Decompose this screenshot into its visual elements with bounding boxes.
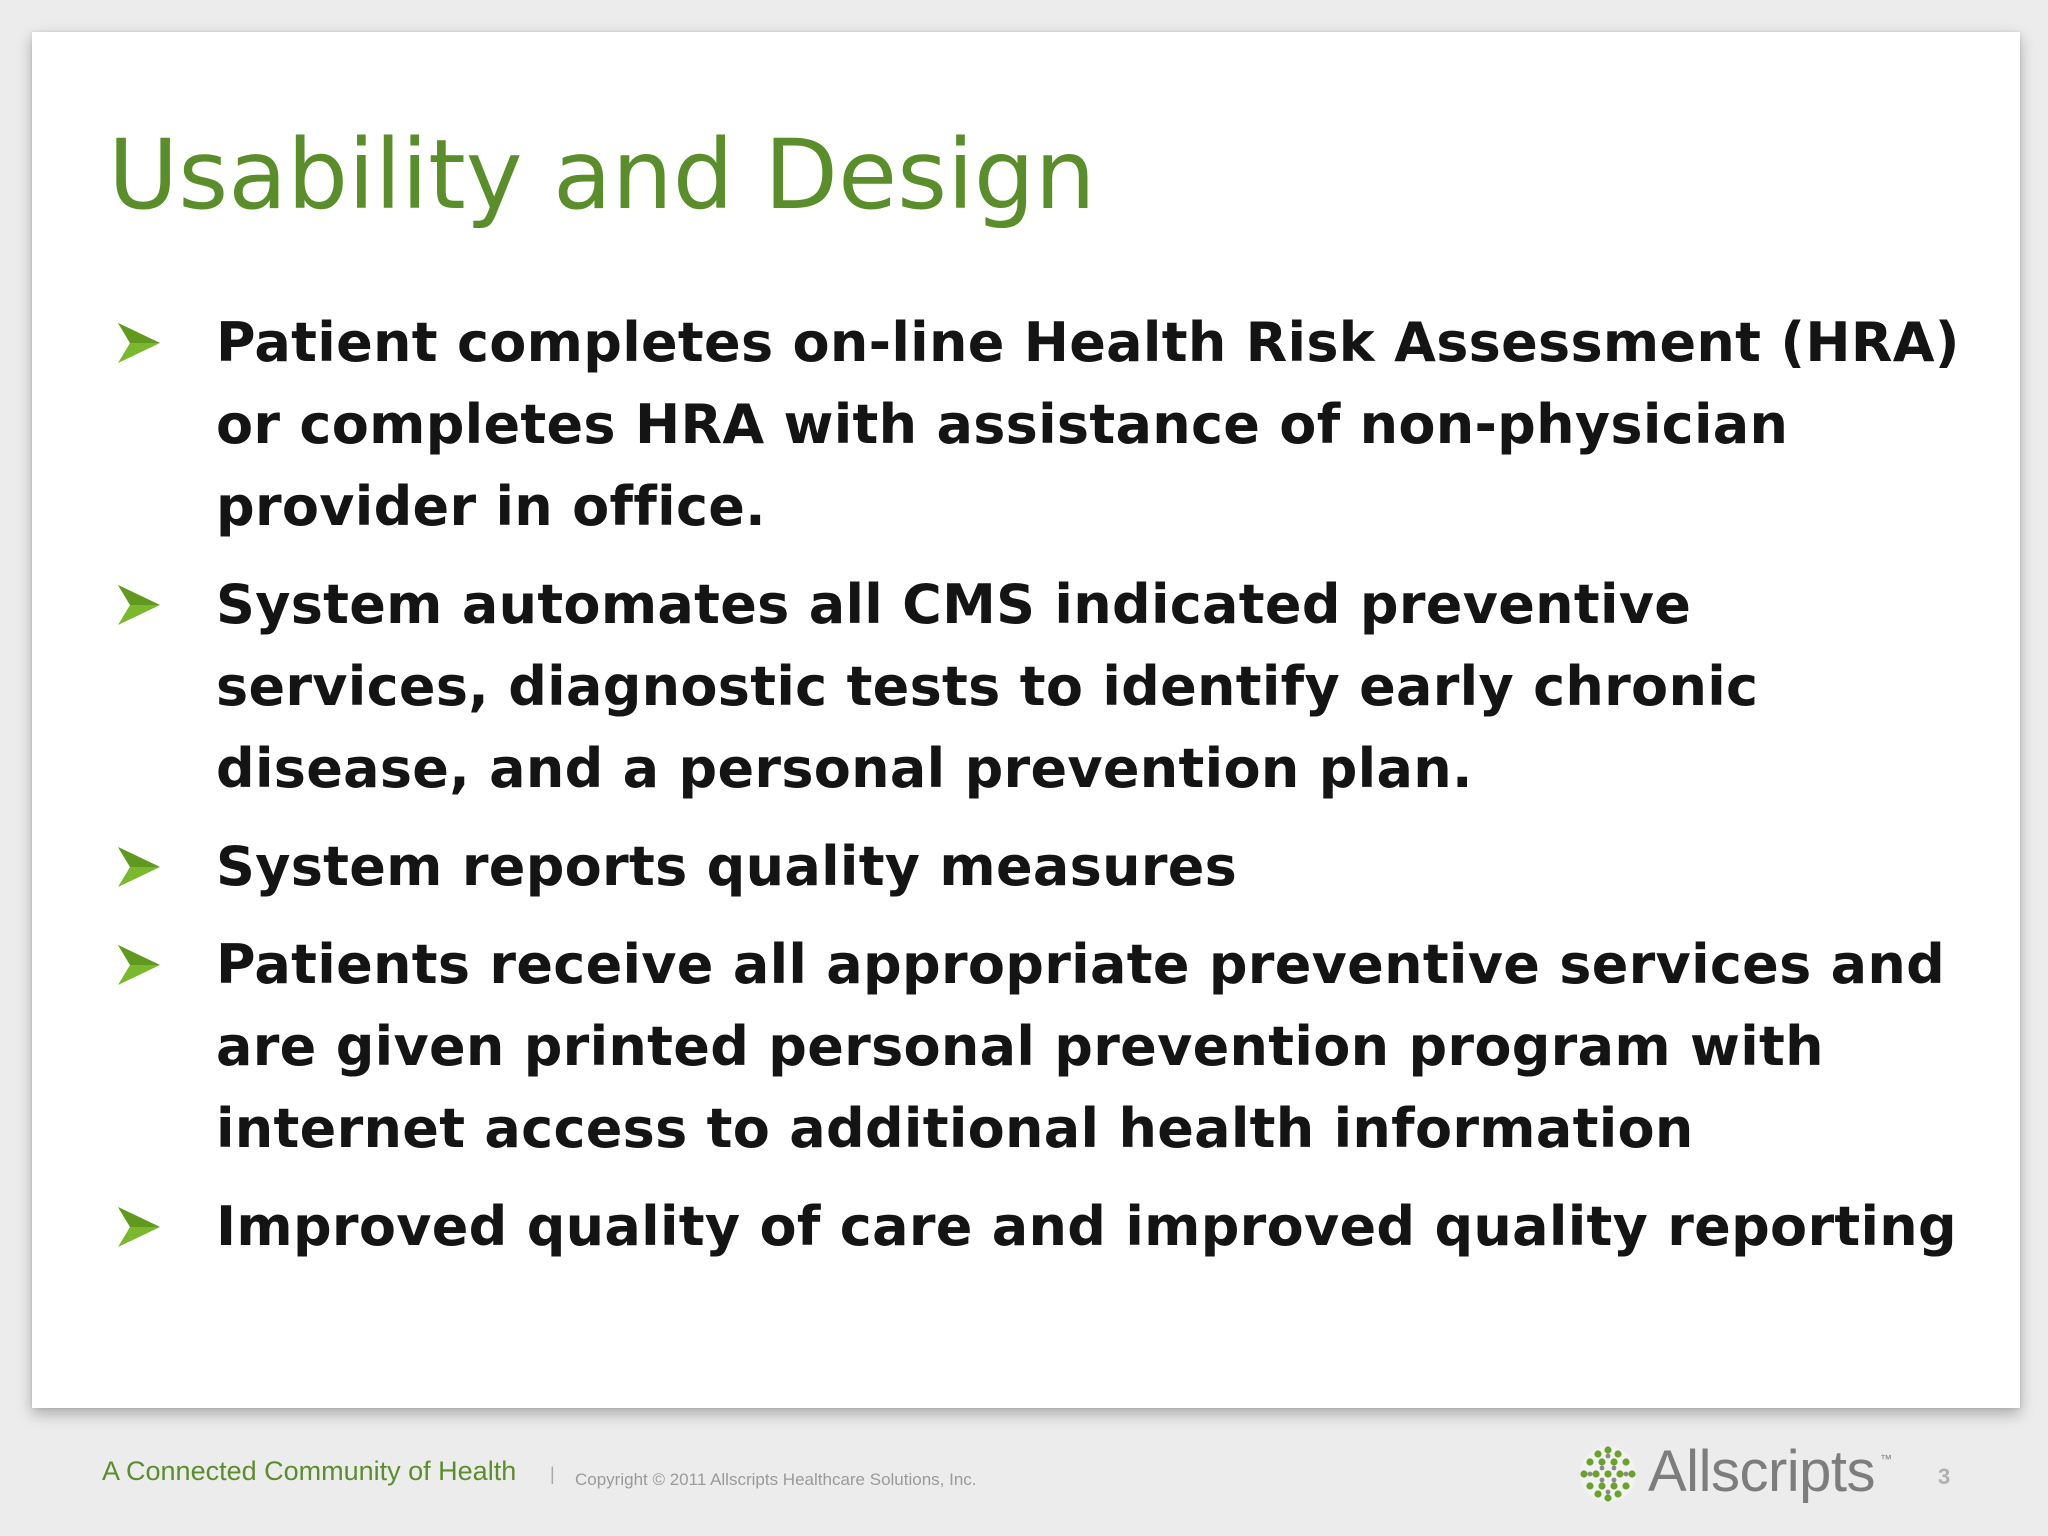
allscripts-logo-mark-icon — [1578, 1444, 1638, 1504]
bullet-text: Improved quality of care and improved quality reporting — [216, 1195, 1957, 1258]
bullet-text: System automates all CMS indicated preventive services, diagnostic tests to identify early chronic disease, and a personal prevention plan. — [216, 573, 1759, 800]
footer-tagline: A Connected Community of Health — [102, 1456, 517, 1486]
bullet-item — [108, 1186, 1968, 1268]
footer-copyright: Copyright © 2011 Allscripts Healthcare Solutions, Inc. — [575, 1470, 977, 1489]
bullet-list — [108, 302, 1968, 1284]
logo-wordmark: Allscripts — [1648, 1439, 1876, 1504]
bullet-item — [108, 826, 1968, 908]
arrow-bullet-icon — [116, 844, 162, 890]
bullet-text: Patients receive all appropriate preventive services and are given printed personal prevention program with internet access to additional health information — [216, 933, 1946, 1160]
bullet-item — [108, 564, 1968, 810]
arrow-bullet-icon — [116, 942, 162, 988]
bullet-text: System reports quality measures — [216, 835, 1238, 898]
footer-separator: | — [550, 1464, 555, 1484]
arrow-bullet-icon — [116, 582, 162, 628]
bullet-item — [108, 924, 1968, 1170]
logo-trademark: ™ — [1880, 1452, 1892, 1466]
arrow-bullet-icon — [116, 320, 162, 366]
bullet-text: Patient completes on-line Health Risk Assessment (HRA) or completes HRA with assistance of non-physician provider in office. — [216, 311, 1960, 538]
slide-title: Usability and Design — [108, 119, 1096, 231]
page-number: 3 — [1938, 1464, 1951, 1489]
slide-card — [32, 32, 2020, 1408]
bullet-item — [108, 302, 1968, 548]
arrow-bullet-icon — [116, 1204, 162, 1250]
slide-footer — [0, 1408, 2048, 1536]
